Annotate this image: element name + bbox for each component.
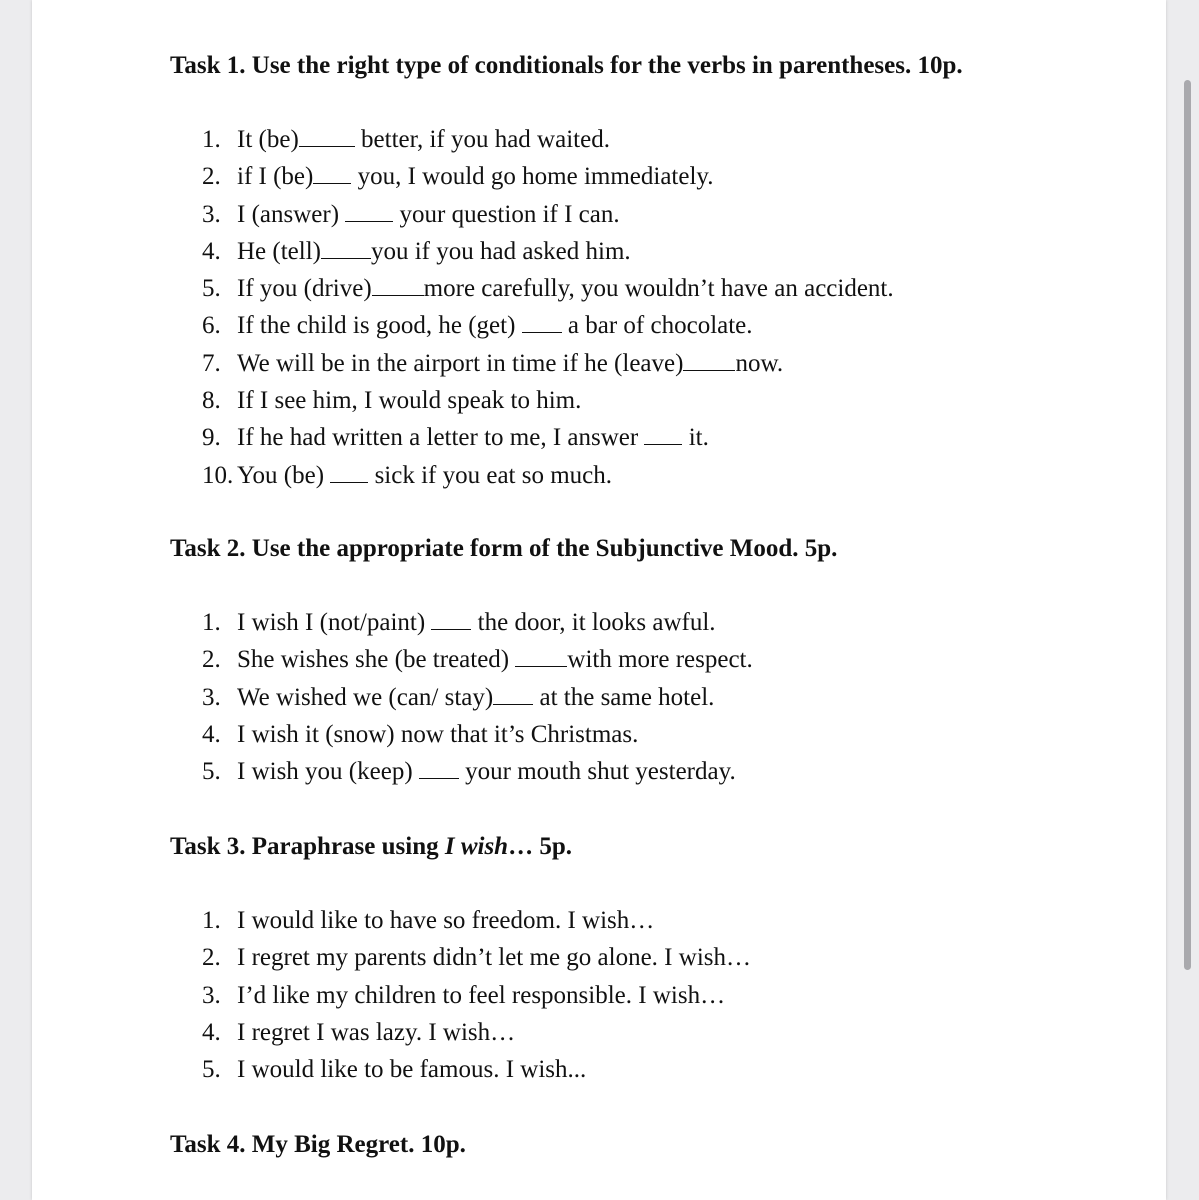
task1-heading: Task 1. Use the right type of conditionals for the verbs in parentheses. 10p. <box>170 52 963 79</box>
task2-list <box>202 604 753 790</box>
answer-blank <box>493 680 533 705</box>
answer-blank <box>299 122 355 147</box>
answer-blank <box>515 643 567 668</box>
item-number: 4. <box>202 720 221 748</box>
item-number: 4. <box>202 1018 221 1046</box>
item-number: 2. <box>202 163 221 191</box>
answer-blank <box>372 271 424 296</box>
item-text-before: We wished we (can/ stay) <box>237 683 494 711</box>
answer-blank <box>345 197 393 222</box>
item-text-before: She wishes she (be treated) <box>237 646 516 674</box>
item-number: 7. <box>202 349 221 377</box>
item-number: 3. <box>202 683 221 711</box>
list-item <box>202 233 894 270</box>
item-text-after: at the same hotel. <box>533 683 715 711</box>
answer-blank <box>683 346 735 371</box>
item-number: 9. <box>202 424 221 452</box>
item-number: 1. <box>202 907 221 934</box>
item-text-before: I (answer) <box>237 200 346 228</box>
document-page <box>32 0 1166 1200</box>
item-text: I regret my parents didn’t let me go alone. I wish… <box>237 944 751 972</box>
item-number: 5. <box>202 758 221 786</box>
item-number: 5. <box>202 275 221 303</box>
item-text-before: If he had written a letter to me, I answer <box>237 424 645 452</box>
item-number: 2. <box>202 646 221 674</box>
list-item <box>202 977 751 1014</box>
list-item <box>202 939 751 976</box>
list-item <box>202 641 753 678</box>
answer-blank <box>522 309 562 334</box>
item-text-before: We will be in the airport in time if he (leave) <box>237 349 684 377</box>
answer-blank <box>419 754 459 779</box>
item-text-before: You (be) <box>237 461 331 489</box>
answer-blank <box>321 234 371 259</box>
task4-heading: Task 4. My Big Regret. 10p. <box>170 1131 466 1158</box>
item-number: 1. <box>202 126 221 153</box>
item-number: 8. <box>202 387 221 415</box>
item-text-after: you, I would go home immediately. <box>351 163 714 191</box>
list-item <box>202 382 894 419</box>
answer-blank <box>330 458 368 483</box>
item-text-after: the door, it looks awful. <box>471 609 716 636</box>
item-text-before: I wish I (not/paint) <box>237 609 432 636</box>
item-text-before: It (be) <box>237 126 299 153</box>
item-text-after: a bar of chocolate. <box>561 312 753 340</box>
list-item <box>202 679 753 716</box>
list-item <box>202 270 894 307</box>
item-text-before: If the child is good, he (get) <box>237 312 522 340</box>
item-text-before: He (tell) <box>237 237 321 265</box>
list-item <box>202 121 894 158</box>
item-text: I’d like my children to feel responsible. I wish… <box>237 981 726 1009</box>
item-number: 6. <box>202 312 221 340</box>
item-number: 10. <box>202 461 234 489</box>
item-text-before: I wish it (snow) now that it’s Christmas. <box>237 720 639 748</box>
item-text: I would like to be famous. I wish... <box>237 1056 587 1084</box>
task3-heading <box>170 833 572 861</box>
task3-heading-prefix: Task 3. Paraphrase using <box>170 833 445 860</box>
item-number: 5. <box>202 1056 221 1084</box>
task1-list <box>202 121 894 494</box>
item-text-after: better, if you had waited. <box>354 126 610 153</box>
task3-heading-italic: I wish <box>444 833 509 860</box>
list-item <box>202 345 894 382</box>
list-item <box>202 158 894 195</box>
item-number: 4. <box>202 237 221 265</box>
item-text-after: now. <box>735 349 784 377</box>
item-text-after: sick if you eat so much. <box>368 461 613 489</box>
list-item <box>202 604 753 641</box>
answer-blank <box>431 605 471 630</box>
answer-blank <box>313 160 351 185</box>
item-text-after: more carefully, you wouldn’t have an accident. <box>423 275 894 303</box>
item-text-after: your mouth shut yesterday. <box>458 758 736 786</box>
list-item <box>202 419 894 456</box>
item-number: 2. <box>202 944 221 972</box>
list-item <box>202 307 894 344</box>
item-number: 3. <box>202 200 221 228</box>
vertical-scrollbar[interactable] <box>1184 80 1191 970</box>
item-text-after: you if you had asked him. <box>370 237 631 265</box>
task3-heading-suffix: … 5p. <box>508 833 572 860</box>
task3-list <box>202 902 751 1088</box>
list-item <box>202 753 753 790</box>
item-number: 1. <box>202 609 221 636</box>
answer-blank <box>644 421 682 446</box>
item-text: I regret I was lazy. I wish… <box>237 1018 516 1046</box>
list-item <box>202 1014 751 1051</box>
item-text-before: If you (drive) <box>237 275 372 303</box>
item-text-before: I wish you (keep) <box>237 758 419 786</box>
task2-heading: Task 2. Use the appropriate form of the Subjunctive Mood. 5p. <box>170 535 838 562</box>
list-item <box>202 196 894 233</box>
item-text-after: with more respect. <box>567 646 753 674</box>
list-item <box>202 716 753 753</box>
list-item <box>202 1051 751 1088</box>
item-text-after: your question if I can. <box>393 200 620 228</box>
list-item <box>202 902 751 939</box>
item-text-before: if I (be) <box>237 163 314 191</box>
item-number: 3. <box>202 981 221 1009</box>
list-item <box>202 457 894 494</box>
item-text: I would like to have so freedom. I wish… <box>237 907 655 934</box>
item-text-before: If I see him, I would speak to him. <box>237 387 582 415</box>
item-text-after: it. <box>682 424 709 452</box>
